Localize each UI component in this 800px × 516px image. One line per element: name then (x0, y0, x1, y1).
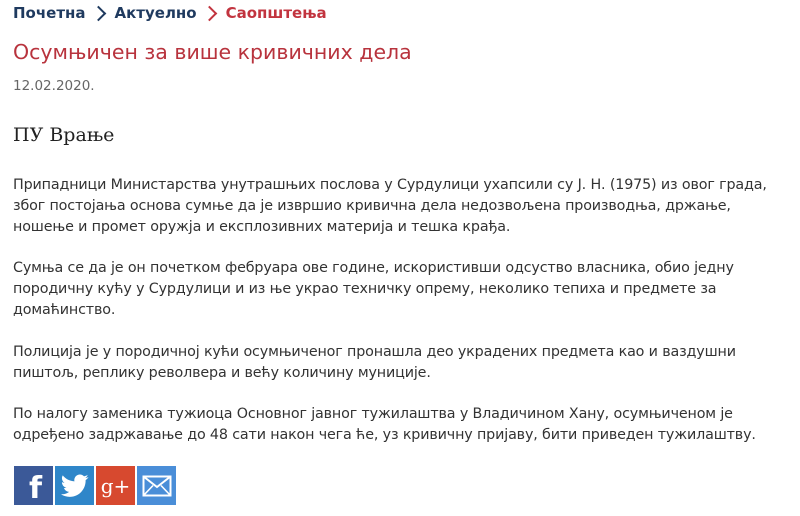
police-directorate-name: ПУ Врање (13, 124, 115, 146)
google-plus-icon: g+ (100, 473, 131, 498)
facebook-icon: f (28, 470, 43, 506)
article-paragraph: Полиција је у породичној кући осумњиченог пронашла део украдених предмета као и ваздушни пиштољ, реплику револвера и већу количину муниције. (13, 344, 736, 381)
article-title: Осумњичен за више кривичних дела (13, 40, 412, 64)
google-plus-share-button[interactable] (96, 466, 135, 505)
twitter-icon (61, 474, 89, 498)
chevron-right-icon (201, 5, 217, 21)
twitter-share-button[interactable] (55, 466, 94, 505)
article-paragraph: По налогу заменика тужиоца Основног јавног тужилаштва у Владичином Хану, осумњиченом је одређено задржавање до 48 сати након чега ће, уз кривичну пријаву, бити приведен тужилаштву. (13, 406, 756, 443)
chevron-right-icon (90, 5, 106, 21)
breadcrumb-press-releases-link[interactable]: Саопштења (225, 4, 327, 22)
article-paragraph: Припадници Министарства унутрашњих послова у Сурдулици ухапсили су Ј. Н. (1975) из овог града, због постојања основа сумње да је извршио кривична дела недозвољена производња, држање, ношење и промет оружја и експлозивних материја и тешка крађа. (13, 177, 767, 235)
breadcrumb-news-link[interactable]: Актуелно (114, 4, 197, 22)
article-paragraph: Сумња се да је он почетком фебруара ове године, искористивши одсуство власника, обио једну породичну кућу у Сурдулици и из ње украо техничку опрему, неколико тепиха и предмете за домаћинство. (13, 260, 734, 318)
share-buttons (14, 466, 176, 505)
facebook-share-button[interactable] (14, 466, 53, 505)
breadcrumb-home-link[interactable]: Почетна (13, 4, 86, 22)
breadcrumb (13, 4, 327, 22)
email-share-button[interactable] (137, 466, 176, 505)
email-icon (142, 475, 172, 497)
article-date: 12.02.2020. (13, 78, 95, 94)
